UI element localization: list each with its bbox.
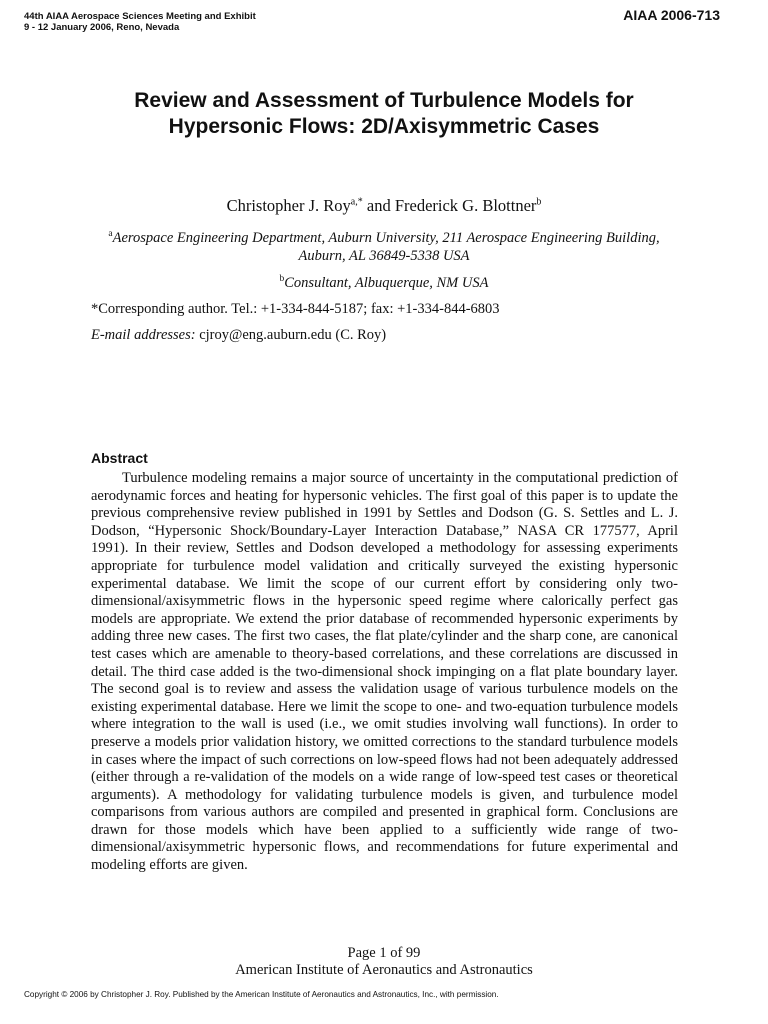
author-2: Frederick G. Blottner [394,196,537,215]
page-number: Page 1 of 99 [347,945,421,961]
affiliation-a-mark: a [108,229,113,240]
page-footer [0,945,768,979]
author-list [60,196,708,216]
author-1-marks: a,* [350,196,363,208]
email-value: cjroy@eng.auburn.edu (C. Roy) [195,327,387,343]
corresponding-author: *Corresponding author. Tel.: +1-334-844-5187; fax: +1-334-844-6803 [91,301,500,317]
copyright-notice: Copyright © 2006 by Christopher J. Roy. Published by the American Institute of Aeronautics and Astronautics, Inc., with permission. [24,990,499,999]
author-2-marks: b [536,196,542,208]
conference-dates: 9 - 12 January 2006, Reno, Nevada [24,22,180,33]
affiliation-b [80,274,688,292]
conference-name: 44th AIAA Aerospace Sciences Meeting and Exhibit [24,11,256,22]
affiliation-a-line-1: Aerospace Engineering Department, Auburn University, 211 Aerospace Engineering Building, [112,230,660,246]
email-label: E-mail addresses: [91,327,196,343]
title-line-2: Hypersonic Flows: 2D/Axisymmetric Cases [168,115,600,138]
affiliation-a-line-2: Auburn, AL 36849-5338 USA [298,248,470,264]
author-conjunction: and [362,196,395,215]
author-1: Christopher J. Roy [226,196,351,215]
paper-title [60,88,708,140]
conference-header [24,11,256,33]
affiliation-b-mark: b [279,274,285,285]
abstract-heading: Abstract [91,450,148,466]
publisher-name: American Institute of Aeronautics and Astronautics [235,962,533,978]
title-line-1: Review and Assessment of Turbulence Models for [134,89,634,112]
affiliation-b-text: Consultant, Albuquerque, NM USA [284,275,489,291]
affiliation-a [80,229,688,265]
email-line [91,327,386,344]
paper-number: AIAA 2006-713 [623,7,720,23]
abstract-body: Turbulence modeling remains a major source of uncertainty in the computational prediction of aerodynamic forces and heating for hypersonic vehicles. The first goal of this paper is to update the previous comprehensive review published in 1991 by Settles and Dodson (G. S. Settles and L. J. Dodson, “Hypersonic Shock/Boundary-Layer Interaction Database,” NASA CR 177577, April 1991). In their review, Settles and Dodson developed a methodology for assessing experiments appropriate for turbulence model validation and critically surveyed the existing hypersonic experimental database. We limit the scope of our current effort by considering only two-dimensional/axisymmetric flows in the hypersonic speed regime where calorically perfect gas models are appropriate. We extend the prior database of recommended hypersonic experiments by adding three new cases. The first two cases, the flat plate/cylinder and the sharp cone, are canonical test cases which are amenable to theory-based correlations, and these correlations are discussed in detail. The third case added is the two-dimensional shock impinging on a flat plate boundary layer. The second goal is to review and assess the validation usage of various turbulence models on the existing experimental database. Here we limit the scope to one- and two-equation turbulence models where integration to the wall is used (i.e., we omit studies involving wall functions). In order to preserve a models prior validation history, we omitted corrections to the standard turbulence models in cases where the impact of such corrections on low-speed flows had not been adequately addressed (either through a re-validation of the models on a wide range of low-speed test cases or theoretical arguments). A methodology for validating turbulence models is given, and turbulence model comparisons from various authors are compiled and presented in graphical form. Conclusions are drawn for those models which have been applied to a sufficiently wide range of two-dimensional/axisymmetric hypersonic flows, and recommendations for future experimental and modeling efforts are given. [91,470,678,874]
